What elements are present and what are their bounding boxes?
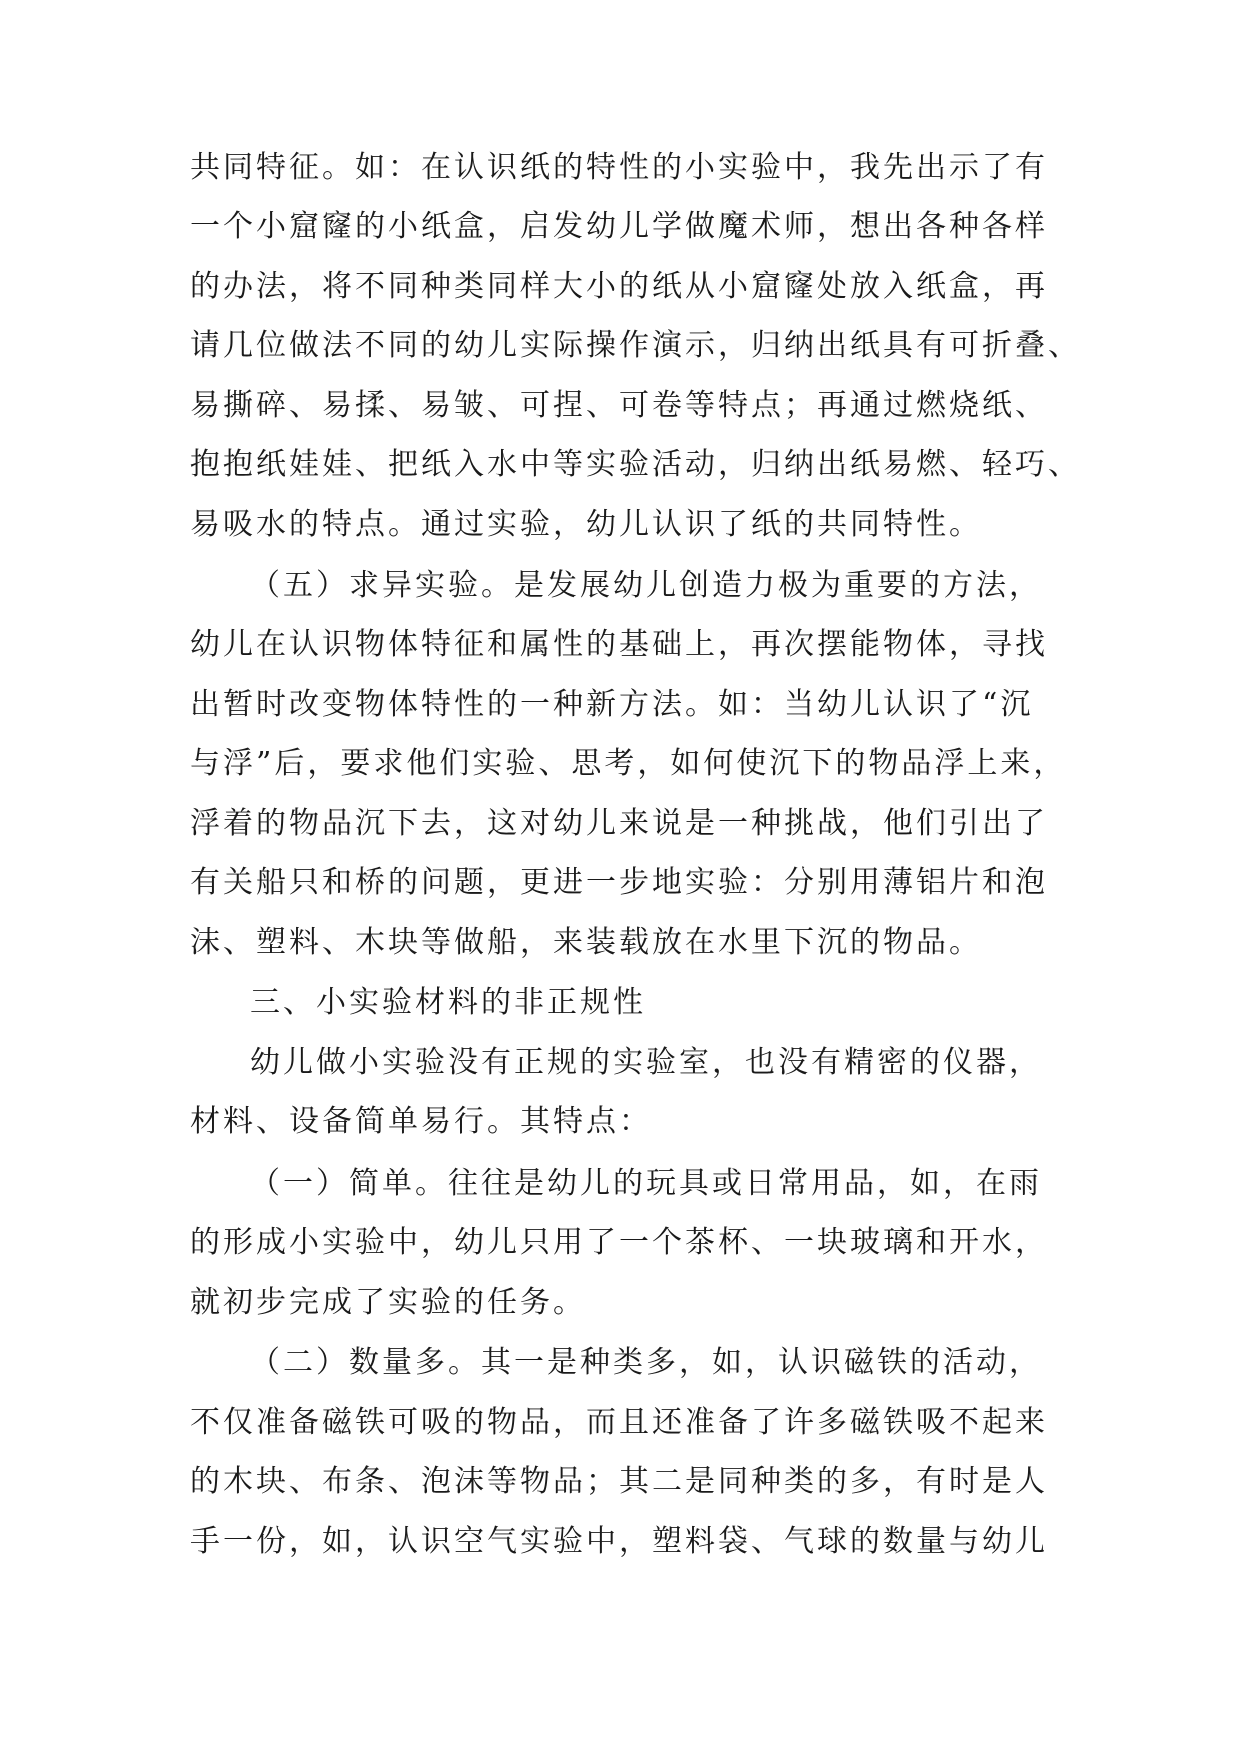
section-heading: 三、小实验材料的非正规性 (250, 985, 646, 1020)
text-line: 抱抱纸娃娃、把纸入水中等实验活动，归纳出纸易燃、轻巧、 (190, 447, 1081, 482)
paragraph-first-line: （二）数量多。其一是种类多，如，认识磁铁的活动， (250, 1345, 1042, 1380)
paragraph-first-line: （一）简单。往往是幼儿的玩具或日常用品，如，在雨 (250, 1166, 1042, 1201)
paragraph-first-line: （五）求异实验。是发展幼儿创造力极为重要的方法， (250, 568, 1042, 603)
text-line: 有关船只和桥的问题，更进一步地实验：分别用薄铝片和泡 (190, 865, 1048, 900)
text-line: 共同特征。如：在认识纸的特性的小实验中，我先出示了有 (190, 150, 1048, 185)
text-line: 的木块、布条、泡沫等物品；其二是同种类的多，有时是人 (190, 1464, 1048, 1499)
text-line: 易撕碎、易揉、易皱、可捏、可卷等特点；再通过燃烧纸、 (190, 388, 1048, 423)
text-line: 的形成小实验中，幼儿只用了一个茶杯、一块玻璃和开水， (190, 1225, 1048, 1260)
text-line: 材料、设备简单易行。其特点： (190, 1104, 652, 1139)
text-line: 就初步完成了实验的任务。 (190, 1285, 586, 1320)
text-line: 出暂时改变物体特性的一种新方法。如：当幼儿认识了“沉 (190, 687, 1034, 722)
text-line: 幼儿在认识物体特征和属性的基础上，再次摆能物体，寻找 (190, 627, 1048, 662)
text-line: 一个小窟窿的小纸盒，启发幼儿学做魔术师，想出各种各样 (190, 209, 1048, 244)
paragraph-first-line: 幼儿做小实验没有正规的实验室，也没有精密的仪器， (250, 1045, 1042, 1080)
text-line: 不仅准备磁铁可吸的物品，而且还准备了许多磁铁吸不起来 (190, 1405, 1048, 1440)
text-line: 的办法，将不同种类同样大小的纸从小窟窿处放入纸盒，再 (190, 269, 1048, 304)
text-line: 手一份，如，认识空气实验中，塑料袋、气球的数量与幼儿 (190, 1524, 1048, 1559)
text-line: 易吸水的特点。通过实验，幼儿认识了纸的共同特性。 (190, 507, 982, 542)
text-line: 沫、塑料、木块等做船，来装载放在水里下沉的物品。 (190, 925, 982, 960)
text-line: 与浮”后，要求他们实验、思考，如何使沉下的物品浮上来， (190, 746, 1067, 781)
text-line: 请几位做法不同的幼儿实际操作演示，归纳出纸具有可折叠、 (190, 328, 1081, 363)
text-line: 浮着的物品沉下去，这对幼儿来说是一种挑战，他们引出了 (190, 806, 1048, 841)
